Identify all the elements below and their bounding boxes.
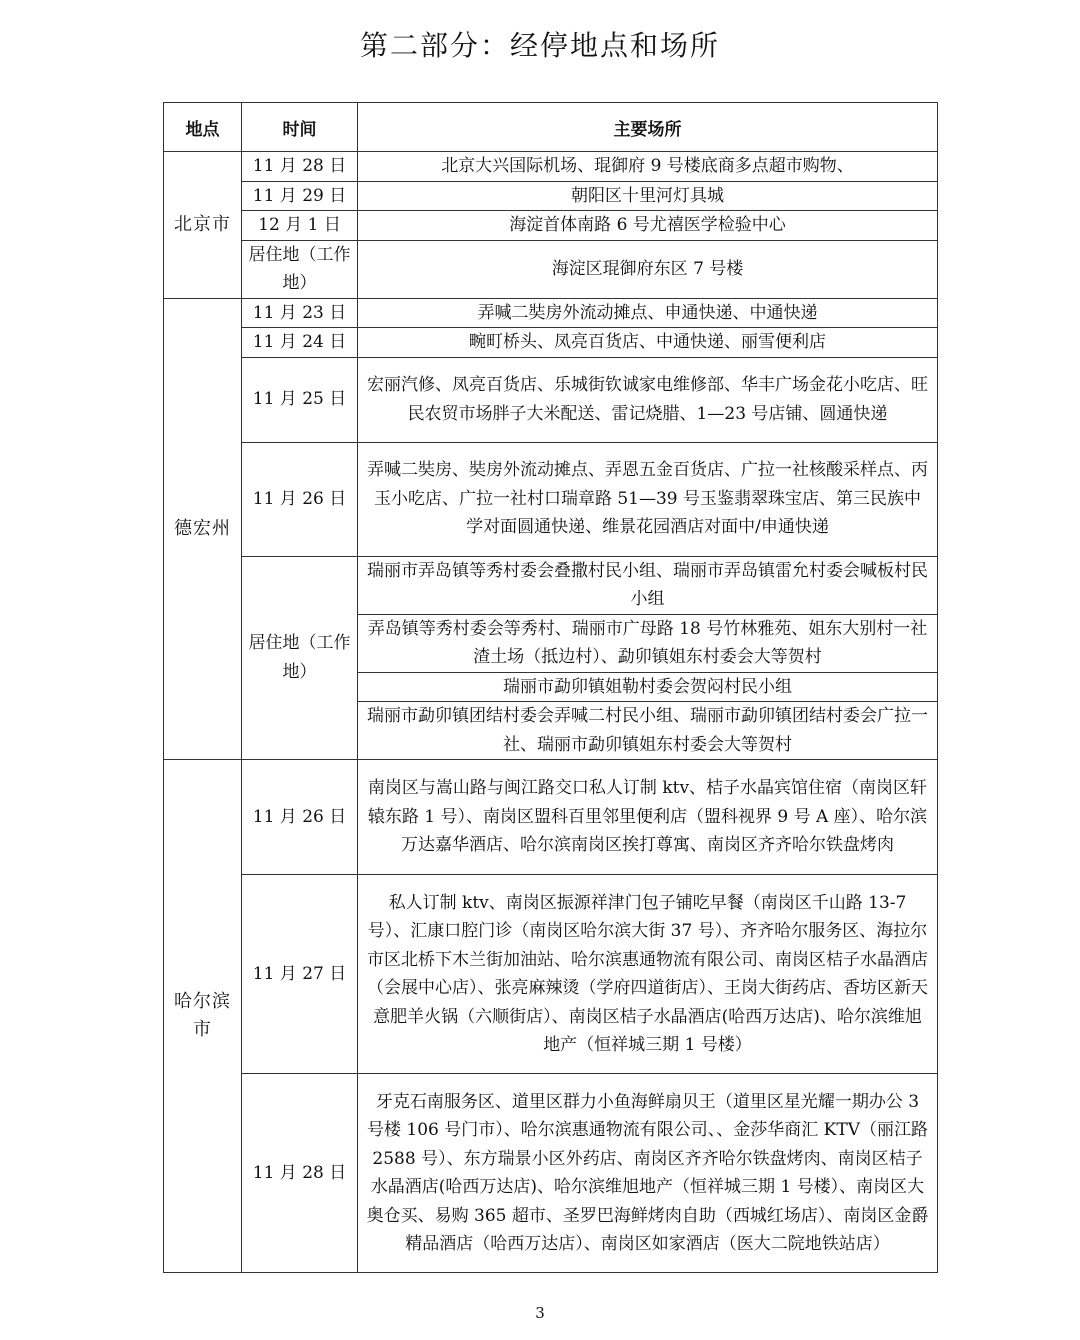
header-location: 地点 xyxy=(164,103,242,152)
location-cell: 哈尔滨市 xyxy=(164,760,242,1273)
table-row xyxy=(164,1074,938,1273)
table-row xyxy=(164,240,938,298)
venue-cell: 弄岛镇等秀村委会等秀村、瑞丽市广母路 18 号竹林雅苑、姐东大别村一社渣土场（抵边村）、勐卯镇姐东村委会大等贺村 xyxy=(358,614,938,672)
date-cell: 12 月 1 日 xyxy=(242,211,358,241)
venue-cell: 宏丽汽修、凤亮百货店、乐城街钦诚家电维修部、华丰广场金花小吃店、旺民农贸市场胖子大米配送、雷记烧腊、1—23 号店铺、圆通快递 xyxy=(358,357,938,442)
date-cell: 11 月 28 日 xyxy=(242,152,358,182)
page-number: 3 xyxy=(535,1304,545,1322)
header-venues: 主要场所 xyxy=(358,103,938,152)
venue-table xyxy=(163,102,938,1273)
date-cell: 11 月 23 日 xyxy=(242,298,358,328)
table-row xyxy=(164,357,938,442)
location-cell: 德宏州 xyxy=(164,298,242,760)
date-cell: 居住地（工作地） xyxy=(242,556,358,760)
date-cell: 11 月 25 日 xyxy=(242,357,358,442)
venue-cell: 朝阳区十里河灯具城 xyxy=(358,181,938,211)
venue-cell: 瑞丽市弄岛镇等秀村委会叠撒村民小组、瑞丽市弄岛镇雷允村委会喊板村民小组 xyxy=(358,556,938,614)
table-row xyxy=(164,298,938,328)
table-row xyxy=(164,442,938,556)
date-cell: 11 月 29 日 xyxy=(242,181,358,211)
table-row xyxy=(164,181,938,211)
date-cell: 11 月 26 日 xyxy=(242,442,358,556)
date-cell: 居住地（工作地） xyxy=(242,240,358,298)
header-time: 时间 xyxy=(242,103,358,152)
page-title: 第二部分：经停地点和场所 xyxy=(359,29,720,62)
table-row xyxy=(164,875,938,1074)
table-row xyxy=(164,328,938,358)
date-cell: 11 月 24 日 xyxy=(242,328,358,358)
venue-cell: 南岗区与嵩山路与闽江路交口私人订制 ktv、桔子水晶宾馆住宿（南岗区轩辕东路 1 号）、南岗区盟科百里邻里便利店（盟科视界 9 号 A 座）、哈尔滨万达嘉华酒店、哈尔滨南岗区挨打尊寓、南岗区齐齐哈尔铁盘烤肉 xyxy=(358,760,938,875)
date-cell: 11 月 28 日 xyxy=(242,1074,358,1273)
venue-cell: 牙克石南服务区、道里区群力小鱼海鲜扇贝王（道里区星光耀一期办公 3 号楼 106 号门市）、哈尔滨惠通物流有限公司、、金莎华商汇 KTV（丽江路 2588 号）、东方瑞景小区外药店、南岗区齐齐哈尔铁盘烤肉、南岗区桔子水晶酒店(哈西万达店)、哈尔滨维旭地产（恒祥城三期 1 号楼）、南岗区大奥仓买、易购 365 超市、圣罗巴海鲜烤肉自助（西城红场店）、南岗区金爵精品酒店（哈西万达店）、南岗区如家酒店（医大二院地铁站店） xyxy=(358,1074,938,1273)
venue-cell: 弄喊二奘房外流动摊点、申通快递、中通快递 xyxy=(358,298,938,328)
table-row xyxy=(164,760,938,875)
venue-cell: 私人订制 ktv、南岗区振源祥津门包子铺吃早餐（南岗区千山路 13-7 号）、汇康口腔门诊（南岗区哈尔滨大街 37 号）、齐齐哈尔服务区、海拉尔市区北桥下木兰街加油站、哈尔滨惠通物流有限公司、南岗区桔子水晶酒店（会展中心店）、张亮麻辣烫（学府四道街店）、王岗大街药店、香坊区新天意肥羊火锅（六顺街店）、南岗区桔子水晶酒店(哈西万达店)、哈尔滨维旭地产（恒祥城三期 1 号楼） xyxy=(358,875,938,1074)
location-cell: 北京市 xyxy=(164,152,242,299)
venue-cell: 北京大兴国际机场、琨御府 9 号楼底商多点超市购物、 xyxy=(358,152,938,182)
date-cell: 11 月 27 日 xyxy=(242,875,358,1074)
table-row xyxy=(164,556,938,614)
venue-cell: 海淀首体南路 6 号尤禧医学检验中心 xyxy=(358,211,938,241)
date-cell: 11 月 26 日 xyxy=(242,760,358,875)
table-row xyxy=(164,152,938,182)
venue-cell: 瑞丽市勐卯镇姐勒村委会贺闷村民小组 xyxy=(358,672,938,702)
table-header-row xyxy=(164,103,938,152)
venue-cell: 海淀区琨御府东区 7 号楼 xyxy=(358,240,938,298)
venue-cell: 瑞丽市勐卯镇团结村委会弄喊二村民小组、瑞丽市勐卯镇团结村委会广拉一社、瑞丽市勐卯镇姐东村委会大等贺村 xyxy=(358,702,938,760)
venue-cell: 弄喊二奘房、奘房外流动摊点、弄恩五金百货店、广拉一社核酸采样点、丙玉小吃店、广拉一社村口瑞章路 51—39 号玉鉴翡翠珠宝店、第三民族中学对面圆通快递、维景花园酒店对面中/申通快递 xyxy=(358,442,938,556)
table-row xyxy=(164,211,938,241)
venue-cell: 畹町桥头、凤亮百货店、中通快递、丽雪便利店 xyxy=(358,328,938,358)
